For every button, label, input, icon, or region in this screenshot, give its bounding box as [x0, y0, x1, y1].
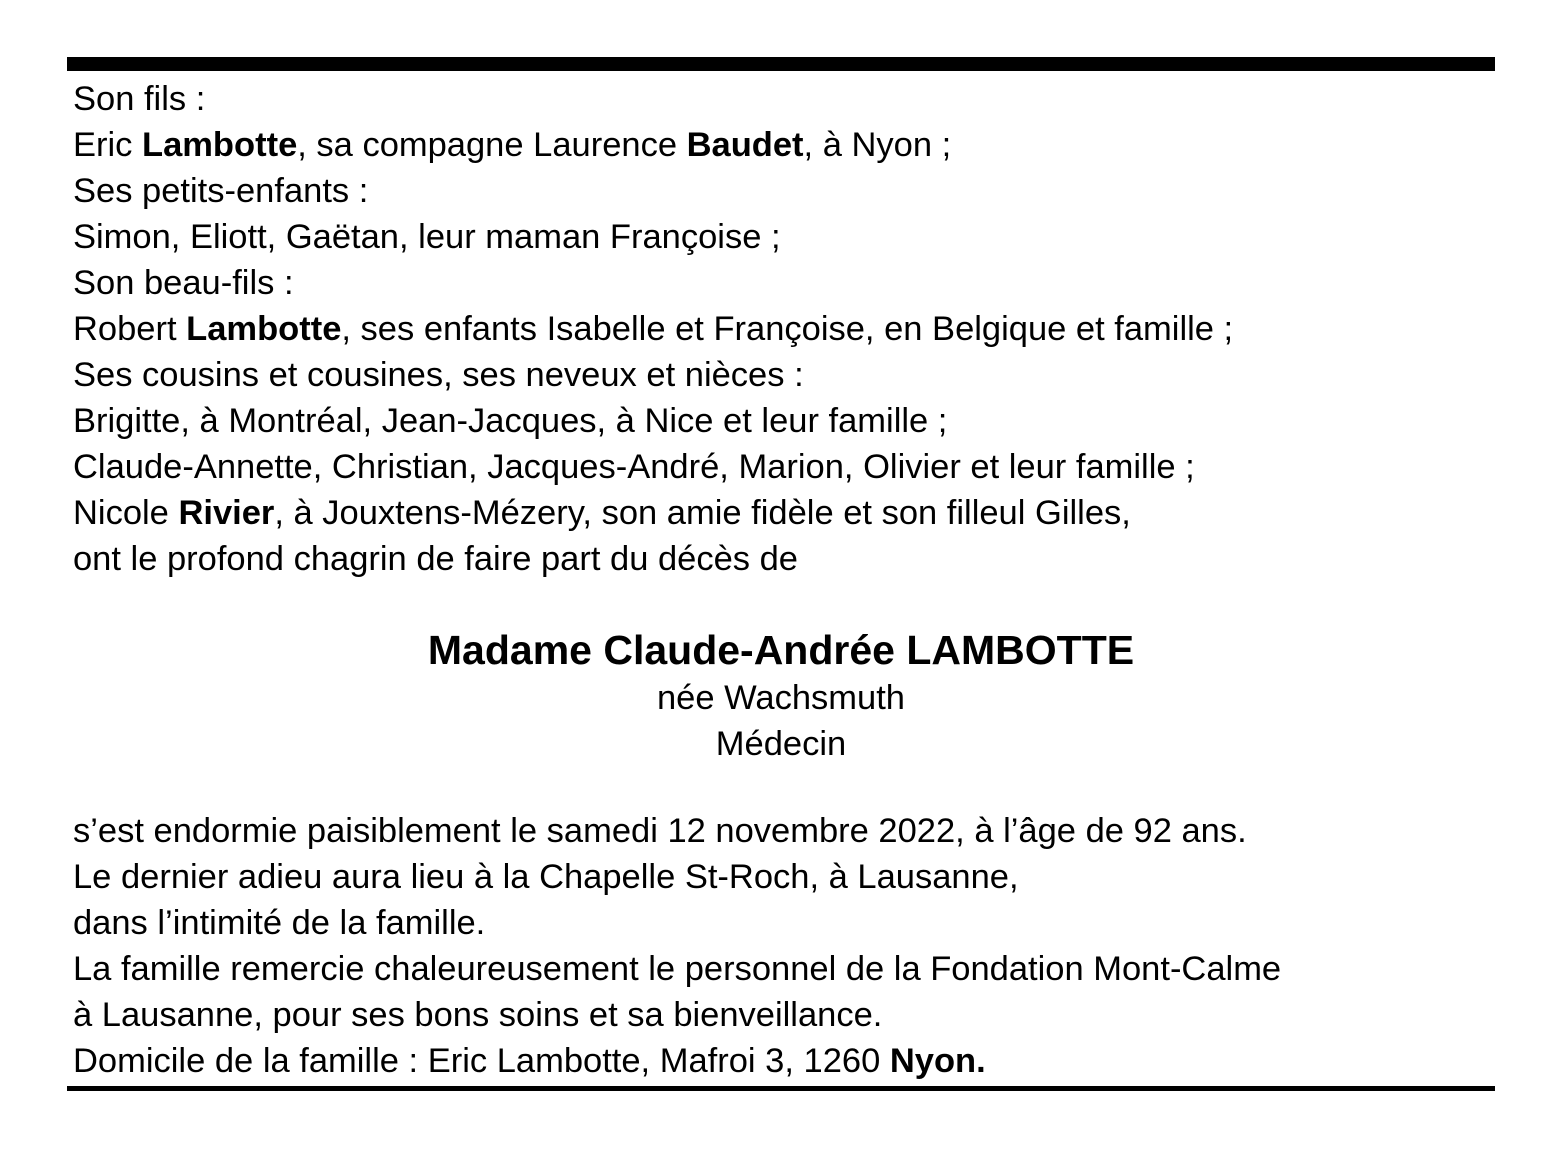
text-segment: , à Nyon ;: [803, 126, 952, 164]
family-line: [73, 352, 1493, 398]
announcement-family-list: [73, 76, 1493, 582]
family-line: [73, 306, 1493, 352]
family-line: [73, 214, 1493, 260]
text-segment: à Lausanne, pour ses bons soins et sa bienveillance.: [73, 996, 883, 1034]
closing-line: [73, 854, 1493, 900]
text-segment: , à Jouxtens-Mézery, son amie fidèle et son filleul Gilles,: [274, 494, 1131, 532]
text-segment: s’est endormie paisiblement le samedi 12 novembre 2022, à l’âge de 92 ans.: [73, 812, 1247, 850]
bottom-border-rule: [67, 1086, 1495, 1091]
text-segment: Ses cousins et cousines, ses neveux et nièces :: [73, 356, 804, 394]
closing-line: [73, 1038, 1493, 1084]
family-line: [73, 398, 1493, 444]
family-line: [73, 260, 1493, 306]
text-segment: La famille remercie chaleureusement le personnel de la Fondation Mont-Calme: [73, 950, 1282, 988]
deceased-name: Madame Claude-Andrée LAMBOTTE: [427, 627, 1135, 673]
announcement-closing-text: [73, 808, 1493, 1084]
text-segment: dans l’intimité de la famille.: [73, 904, 486, 942]
text-segment: Domicile de la famille : Eric Lambotte, Mafroi 3, 1260: [73, 1042, 890, 1080]
text-segment: Eric: [73, 126, 142, 164]
text-segment: Robert: [73, 310, 187, 348]
text-segment: Nicole: [73, 494, 179, 532]
deceased-birth-name: née Wachsmuth: [656, 679, 905, 717]
text-segment: Ses petits-enfants :: [73, 172, 369, 210]
bold-name-text: Nyon.: [889, 1042, 986, 1080]
text-segment: ont le profond chagrin de faire part du décès de: [73, 540, 798, 578]
closing-line: [73, 808, 1493, 854]
closing-line: [73, 946, 1493, 992]
text-segment: Claude-Annette, Christian, Jacques-André, Marion, Olivier et leur famille ;: [73, 448, 1195, 486]
text-segment: , sa compagne Laurence: [297, 126, 687, 164]
top-border-rule: [67, 57, 1495, 71]
deceased-profession: Médecin: [715, 725, 847, 763]
family-line: [73, 444, 1493, 490]
family-line: [73, 490, 1493, 536]
family-line: [73, 536, 1493, 582]
family-line: [73, 76, 1493, 122]
deceased-heading: [73, 626, 1489, 674]
text-segment: Brigitte, à Montréal, Jean-Jacques, à Nice et leur famille ;: [73, 402, 948, 440]
family-line: [73, 168, 1493, 214]
text-segment: Son beau-fils :: [73, 264, 294, 302]
family-line: [73, 122, 1493, 168]
text-segment: Le dernier adieu aura lieu à la Chapelle St-Roch, à Lausanne,: [73, 858, 1019, 896]
text-segment: Son fils :: [73, 80, 206, 118]
bold-name-text: Rivier: [178, 494, 275, 532]
bold-name-text: Lambotte: [142, 126, 298, 164]
closing-line: [73, 900, 1493, 946]
bold-name-text: Lambotte: [186, 310, 342, 348]
text-segment: , ses enfants Isabelle et Françoise, en Belgique et famille ;: [341, 310, 1234, 348]
text-segment: Simon, Eliott, Gaëtan, leur maman Françoise ;: [73, 218, 781, 256]
deceased-details: [73, 675, 1489, 767]
bold-name-text: Baudet: [686, 126, 804, 164]
closing-line: [73, 992, 1493, 1038]
